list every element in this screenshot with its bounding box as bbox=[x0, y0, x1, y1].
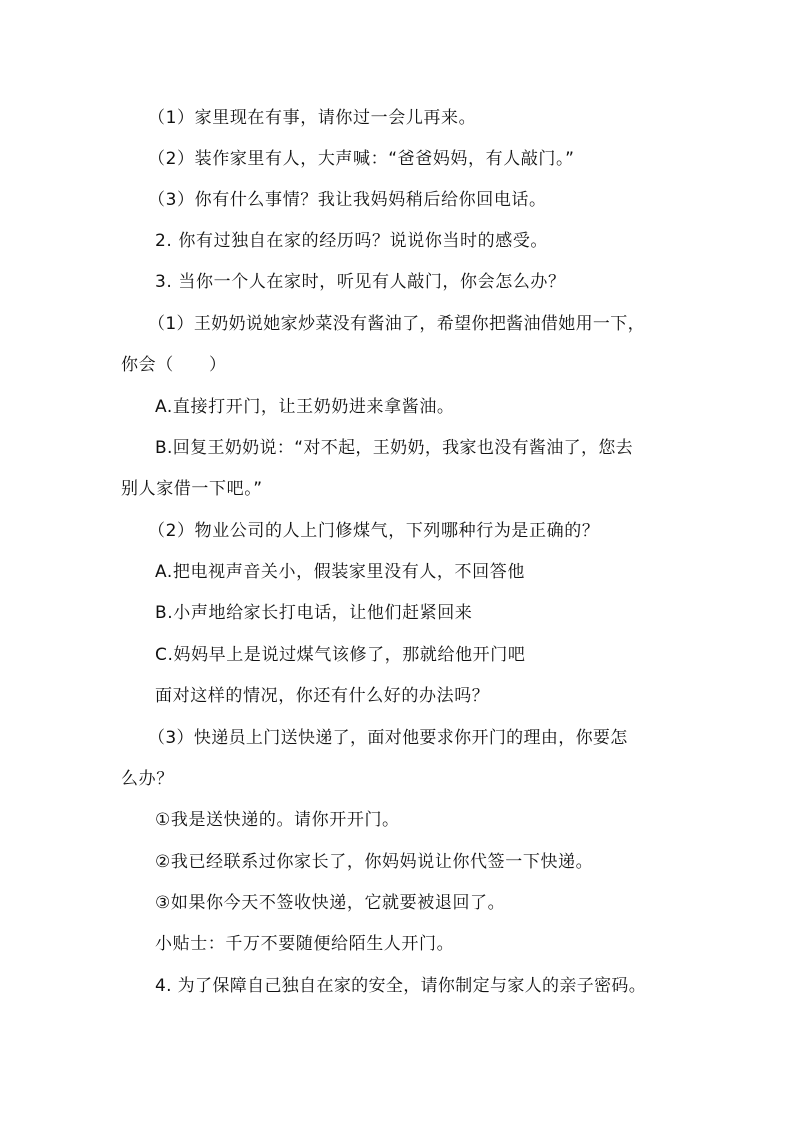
reason-item: ①我是送快递的。请你开开门。 bbox=[155, 810, 400, 830]
sub-question-2: （2）物业公司的人上门修煤气，下列哪种行为是正确的？ bbox=[148, 521, 600, 541]
question-3: 3. 当你一个人在家时，听见有人敲门，你会怎么办？ bbox=[155, 272, 566, 292]
sub-question-1-line-1: （1）王奶奶说她家炒菜没有酱油了，希望你把酱油借她用一下， bbox=[148, 314, 645, 334]
option-b: B.小声地给家长打电话，让他们赶紧回来 bbox=[155, 603, 473, 623]
option-line: （2）装作家里有人，大声喊：“爸爸妈妈，有人敲门。” bbox=[148, 149, 575, 169]
tip: 小贴士：千万不要随便给陌生人开门。 bbox=[155, 934, 455, 954]
option-b-line-1: B.回复王奶奶说：“对不起，王奶奶，我家也没有酱油了，您去 bbox=[155, 438, 634, 458]
option-line: （3）你有什么事情？我让我妈妈稍后给你回电话。 bbox=[148, 190, 547, 210]
reason-item: ③如果你今天不签收快递，它就要被退回了。 bbox=[155, 893, 506, 913]
option-a: A.把电视声音关小，假装家里没有人，不回答他 bbox=[155, 562, 525, 582]
sub-question-1-line-2: 你会（ ） bbox=[121, 355, 227, 375]
option-c: C.妈妈早上是说过煤气该修了，那就给他开门吧 bbox=[155, 645, 526, 665]
question-4: 4. 为了保障自己独自在家的安全，请你制定与家人的亲子密码。 bbox=[155, 976, 647, 996]
followup-question: 面对这样的情况，你还有什么好的办法吗？ bbox=[155, 686, 490, 706]
option-a: A.直接打开门，让王奶奶进来拿酱油。 bbox=[155, 397, 455, 417]
option-b-line-2: 别人家借一下吧。” bbox=[121, 479, 263, 499]
sub-question-3-line-1: （3）快递员上门送快递了，面对他要求你开门的理由，你要怎 bbox=[148, 728, 628, 748]
question-2: 2. 你有过独自在家的经历吗？说说你当时的感受。 bbox=[155, 231, 549, 251]
option-line: （1）家里现在有事，请你过一会儿再来。 bbox=[148, 108, 477, 128]
reason-item: ②我已经联系过你家长了，你妈妈说让你代签一下快递。 bbox=[155, 852, 594, 872]
sub-question-3-line-2: 么办？ bbox=[121, 769, 174, 789]
